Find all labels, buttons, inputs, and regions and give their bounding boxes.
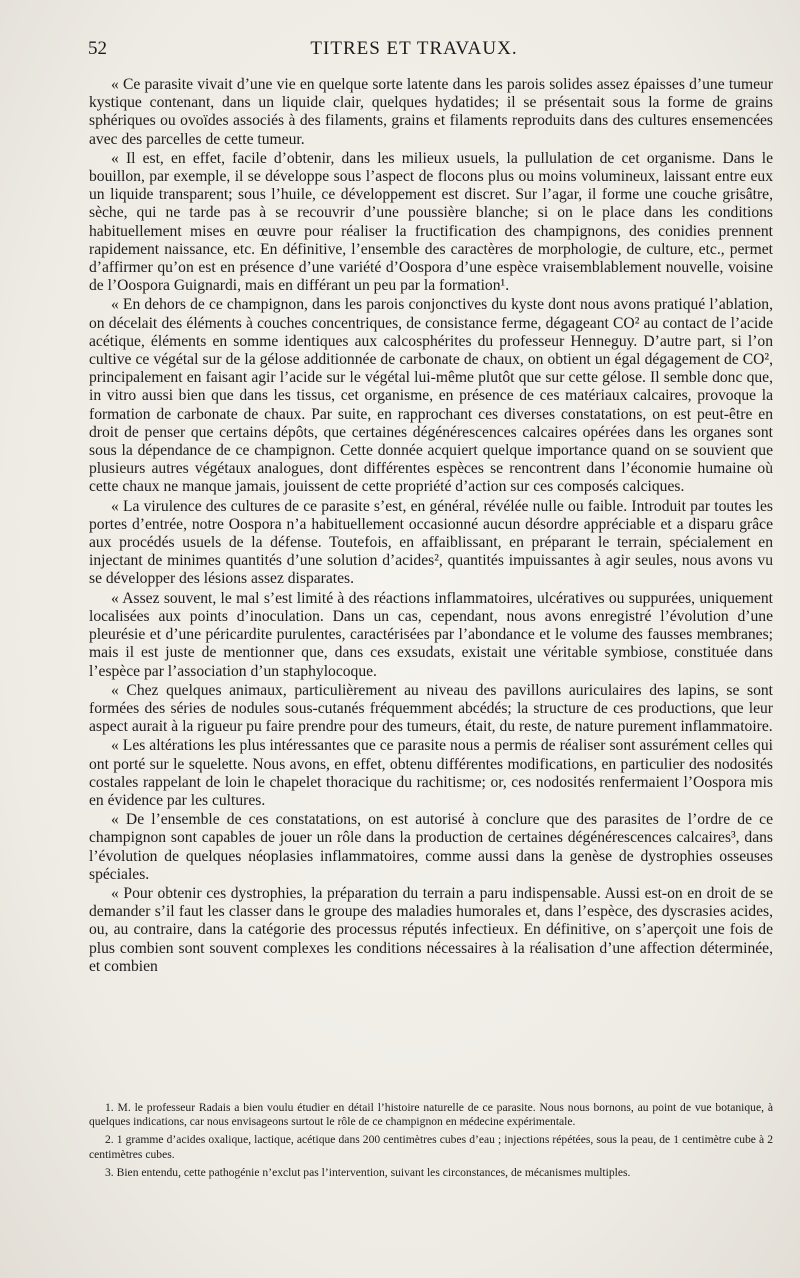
paragraph: « Il est, en effet, facile d’obtenir, dans les milieux usuels, la pullulation de cet organisme. Dans le bouillon, par exemple, il se développe sous l’aspect de flocons plus ou moins volumineux, laissant entre eux un liquide transparent; sous l’huile, ce développement est discret. Sur l’agar, il forme une couche grisâtre, sèche, qui ne tarde pas à se recouvrir d’une poussière blanche; si on le place dans les conditions habituellement mises en œuvre pour réaliser la fructification des champignons, des conidies prennent rapidement naissance, etc. En définitive, l’ensemble des caractères de morphologie, de culture, etc., permet d’affirmer qu’on est en présence d’une variété d’Oospora d’une espèce vraisemblablement nouvelle, voisine de l’Oospora Guignardi, mais en différant un peu par la formation¹. xyxy=(89,149,773,295)
paragraph: « Les altérations les plus intéressantes que ce parasite nous a permis de réaliser sont assurément celles qui ont porté sur le squelette. Nous avons, en effet, obtenu différentes modifications, en particulier des nodosités costales rappelant de loin le chapelet thoracique du rachitisme; or, ces nodosités renfermaient l’Oospora mis en évidence par les cultures. xyxy=(89,737,773,809)
paragraph: « Ce parasite vivait d’une vie en quelque sorte latente dans les parois solides assez épaisses d’une tumeur kystique contenant, dans un liquide clair, quelques hydatides; il se présentait sous la forme de grains sphériques ou ovoïdes associés à des filaments, grains et filaments reproduits dans des cultures ensemencées avec des parcelles de cette tumeur. xyxy=(89,76,773,148)
paragraph: « Pour obtenir ces dystrophies, la préparation du terrain a paru indispensable. Aussi est-on en droit de se demander s’il faut les classer dans le groupe des maladies humorales et, dans l’espèce, des dyscrasies acides, ou, au contraire, dans la catégorie des processus réputés infectieux. En définitive, on s’aperçoit une fois de plus combien sont souvent complexes les conditions nécessaires à la réalisation d’une affection déterminée, et combien xyxy=(89,884,773,975)
paragraph: « De l’ensemble de ces constatations, on est autorisé à conclure que des parasites de l’ordre de ce champignon sont capables de jouer un rôle dans la production de certaines dégénérescences calcaires³, dans l’évolution de quelques néoplasies inflammatoires, comme aussi dans la genèse de dystrophies osseuses spéciales. xyxy=(89,811,773,883)
paragraph: « Assez souvent, le mal s’est limité à des réactions inflammatoires, ulcératives ou suppurées, uniquement localisées aux points d’inoculation. Dans un cas, cependant, nous avons enregistré l’évolution d’une pleurésie et d’une péricardite purulentes, caractérisées par l’abondance et le volume des fausses membranes; mais il est juste de mentionner que, dans ces exsudats, existait une véritable symbiose, constituée dans l’espèce par l’association d’un staphylocoque. xyxy=(89,589,773,680)
footnote: 3. Bien entendu, cette pathogénie n’exclut pas l’intervention, suivant les circonstances, de mécanismes multiples. xyxy=(105,1165,631,1179)
paragraph: « La virulence des cultures de ce parasite s’est, en général, révélée nulle ou faible. Introduit par toutes les portes d’entrée, notre Oospora n’a habituellement occasionné aucun désordre appréciable et a disparu grâce aux procédés usuels de la défense. Toutefois, en affaiblissant, en préparant le terrain, spécialement en injectant de minimes quantités d’une solution d’acides², quantités impuissantes à agir seules, nous avons vu se développer des lésions assez disparates. xyxy=(89,497,773,588)
page-number: 52 xyxy=(88,38,107,59)
footnotes xyxy=(89,1101,773,1184)
paragraph: « Chez quelques animaux, particulièrement au niveau des pavillons auriculaires des lapins, se sont formées des séries de nodules sous-cutanés fréquemment abcédés; la structure de ces productions, que leur aspect aurait à la rigueur pu faire prendre pour des tumeurs, était, du reste, de nature purement inflammatoire. xyxy=(89,681,773,736)
page-header xyxy=(88,38,740,68)
body-text xyxy=(89,76,773,976)
footnote: 1. M. le professeur Radais a bien voulu étudier en détail l’histoire naturelle de ce parasite. Nous nous bornons, au point de vue botanique, à quelques indications, car nous envisageons surtout le rôle de ce champignon en médecine expérimentale. xyxy=(89,1101,773,1129)
running-title: TITRES ET TRAVAUX. xyxy=(310,38,518,59)
footnote: 2. 1 gramme d’acides oxalique, lactique, acétique dans 200 centimètres cubes d’eau ; injections répétées, sous la peau, de 1 centimètre cube à 2 centimètres cubes. xyxy=(89,1133,773,1161)
paragraph: « En dehors de ce champignon, dans les parois conjonctives du kyste dont nous avons pratiqué l’ablation, on décelait des éléments à couches concentriques, de consistance ferme, dégageant CO² au contact de l’acide acétique, éléments en somme identiques aux calcosphérites du professeur Henneguy. D’autre part, si l’on cultive ce végétal sur de la gélose additionnée de carbonate de chaux, on obtient un égal dégagement de CO², principalement en faisant agir l’acide sur le végétal lui-même plutôt que sur cette gélose. Il semble donc que, in vitro aussi bien que dans les tissus, cet organisme, en présence de ces matériaux calcaires, provoque la formation de carbonate de chaux. Par suite, en rapprochant ces diverses constatations, on est peut-être en droit de penser que certains dépôts, que certaines dégénérescences calcaires opérées dans les organes sont sous la dépendance de ce champignon. Cette donnée acquiert quelque importance quand on se souvient que plusieurs autres végétaux analogues, dont différentes espèces se rencontrent dans l’économie humaine où cette chaux ne manque jamais, jouissent de cette propriété d’action sur ces composés calciques. xyxy=(89,296,773,496)
